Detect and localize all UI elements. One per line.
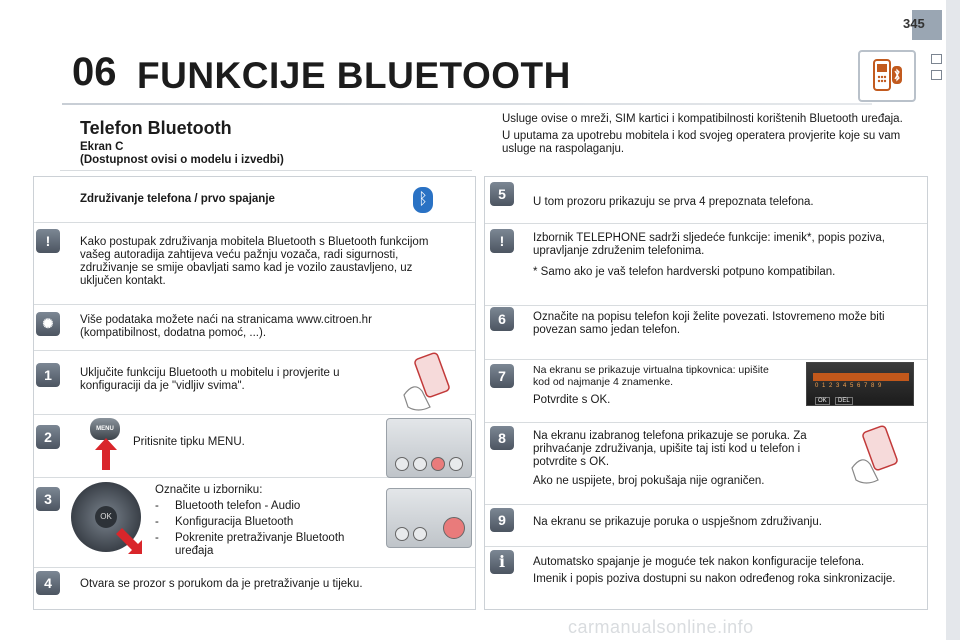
screen-keypad: 0 1 2 3 4 5 6 7 8 9 [815, 383, 883, 389]
step-6-text: Označite na popisu telefon koji želite povezati. Istovremeno može biti povezan samo jedan telefon. [533, 311, 885, 336]
step-4-text: Otvara se prozor s porukom da je pretraživanje u tijeku. [80, 578, 363, 590]
step-8-badge: 8 [490, 426, 514, 450]
subtitle-availability: (Dostupnost ovisi o modelu i izvedbi) [80, 154, 284, 166]
ok-button-illustration: OK [95, 506, 117, 528]
telephone-menu-functions: Izbornik TELEPHONE sadrži sljedeće funkcije: imenik*, popis poziva, upravljanje združenim telefonima. [533, 232, 885, 257]
header-divider [62, 103, 872, 105]
menu-path-list [155, 500, 375, 558]
radio-knob [413, 457, 427, 471]
radio-knob [395, 527, 409, 541]
radio-unit-illustration-1 [386, 418, 472, 478]
watermark: carmanualsonline.info [568, 617, 754, 637]
intro-divider [60, 170, 472, 171]
menu-path-item: - Pokrenite pretraživanje Bluetooth uređaja [155, 532, 375, 558]
chapter-title: FUNKCIJE BLUETOOTH [137, 55, 571, 96]
confirm-ok-note: Potvrdite s OK. [533, 394, 611, 406]
phone-in-hand-icon [396, 351, 460, 415]
step-9-text: Na ekranu se prikazuje poruka o uspješnom združivanju. [533, 516, 822, 528]
auto-connect-note: Automatsko spajanje je moguće tek nakon konfiguracije telefona. [533, 556, 865, 568]
intro-notes [502, 113, 912, 160]
radio-knob [395, 457, 409, 471]
telephone-menu-note [533, 232, 903, 282]
step-3-content [155, 484, 375, 561]
sync-note: Imenik i popis poziva dostupni su nakon određenog roka sinkronizacije. [533, 573, 896, 585]
page-number: 345 [903, 16, 925, 31]
tip-icon: ✺ [36, 312, 60, 336]
menu-path-item: - Konfiguracija Bluetooth [155, 516, 375, 529]
phone-bluetooth-icon [858, 50, 916, 102]
step-1-badge: 1 [36, 363, 60, 387]
unlimited-attempts-note: Ako ne uspijete, broj pokušaja nije ograničen. [533, 475, 765, 487]
step-7-content [533, 364, 773, 409]
section-title: Telefon Bluetooth [80, 118, 232, 138]
screen-ok-button: OK [815, 397, 830, 405]
info-content [533, 556, 913, 589]
step-3-intro: Označite u izborniku: [155, 484, 263, 496]
chapter-number: 06 [72, 50, 117, 94]
step-2-badge: 2 [36, 425, 60, 449]
intro-note-1: Usluge ovise o mreži, SIM kartici i kompatibilnosti korištenih Bluetooth uređaja. [502, 113, 903, 125]
step-5-text: U tom prozoru prikazuju se prva 4 prepoznata telefona. [533, 196, 814, 208]
compatibility-footnote: * Samo ako je vaš telefon hardverski potpuno kompatibilan. [533, 266, 836, 278]
step-8-content [533, 430, 823, 491]
step-5-badge: 5 [490, 182, 514, 206]
pairing-heading: Združivanje telefona / prvo spajanje [80, 193, 275, 205]
step-3-badge: 3 [36, 487, 60, 511]
step-9-badge: 9 [490, 508, 514, 532]
menu-path-item: - Bluetooth telefon - Audio [155, 500, 375, 513]
step-4-badge: 4 [36, 571, 60, 595]
arrow-up-icon [95, 438, 117, 470]
menu-button-illustration: MENU [90, 418, 120, 440]
radio-dial-highlight [443, 517, 465, 539]
arrow-diagonal-icon [116, 528, 142, 554]
subtitle-screen: Ekran C [80, 141, 124, 153]
step-1-text: Uključite funkciju Bluetooth u mobitelu i provjerite u konfiguraciji da je "vidljiv svima". [80, 367, 340, 392]
tip-text: Više podataka možete naći na stranicama www.citroen.hr (kompatibilnost, dodatna pomoć, ...). [80, 314, 372, 339]
bluetooth-icon: ᛒ [413, 187, 433, 213]
corner-box-bottom [931, 70, 942, 80]
step-2-text: Pritisnite tipku MENU. [133, 436, 245, 448]
screen-input-bar [813, 373, 909, 381]
virtual-keyboard-note: Na ekranu se prikazuje virtualna tipkovnica: upišite kod od najmanje 4 znamenke. [533, 364, 769, 388]
step-7-badge: 7 [490, 364, 514, 388]
screen-del-button: DEL [835, 397, 853, 405]
virtual-keyboard-screen [806, 362, 914, 406]
radio-knob [449, 457, 463, 471]
radio-knob [413, 527, 427, 541]
warning-text: Kako postupak združivanja mobitela Bluetooth s Bluetooth funkcijom vašeg autoradija zahtijeva veću pažnju vozača, radi sigurnosti, združivanje se smije obavljati samo kad je vozilo zaustavljeno, uz uključen kontakt. [80, 236, 429, 287]
phone-in-hand-icon [844, 424, 908, 488]
phone-message-note: Na ekranu izabranog telefona prikazuje se poruka. Za prihvaćanje združivanja, upišite taj isti kod u telefon i potvrdite s OK. [533, 430, 807, 468]
page-side-strip [946, 0, 960, 640]
warning-icon: ! [36, 229, 60, 253]
corner-box-top [931, 54, 942, 64]
radio-unit-illustration-2 [386, 488, 472, 548]
warning-icon: ! [490, 229, 514, 253]
info-icon: i [490, 550, 514, 574]
intro-note-2: U uputama za upotrebu mobitela i kod svojeg operatera provjerite koje su vam usluge na raspolaganju. [502, 130, 901, 155]
step-6-badge: 6 [490, 307, 514, 331]
section-subtitle [80, 141, 284, 167]
radio-knob-highlight [431, 457, 445, 471]
